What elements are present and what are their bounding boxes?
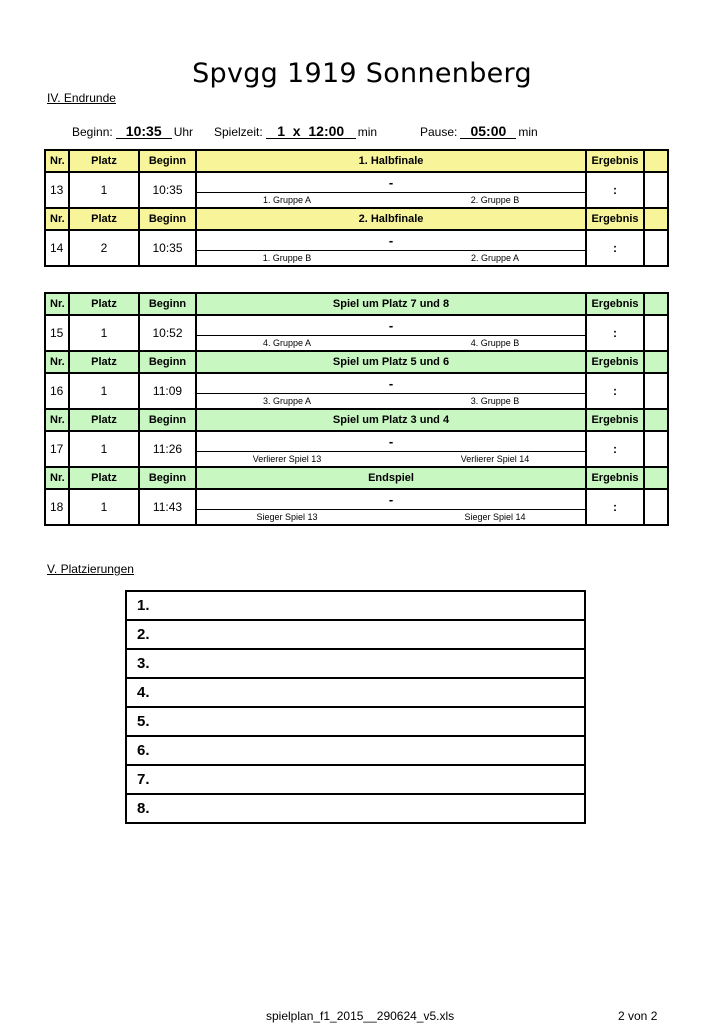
game-row xyxy=(45,373,668,409)
header-game-title: Spiel um Platz 7 und 8 xyxy=(196,293,586,315)
header-beginn: Beginn xyxy=(139,351,196,373)
game-result: : xyxy=(586,172,644,208)
placement-row xyxy=(126,620,585,649)
placement-label: 4. xyxy=(126,678,585,707)
platzierungsspiele-table xyxy=(44,292,669,526)
game-result: : xyxy=(586,315,644,351)
placements-table-wrapper xyxy=(125,590,586,824)
team-a: Verlierer Spiel 13 xyxy=(252,454,322,464)
divider xyxy=(197,393,585,394)
header-ergebnis: Ergebnis xyxy=(586,293,644,315)
team-b: 4. Gruppe B xyxy=(470,338,520,348)
team-a: 1. Gruppe A xyxy=(262,195,312,205)
game-empty-cell xyxy=(644,230,668,266)
game-nr: 17 xyxy=(45,431,69,467)
header-ergebnis: Ergebnis xyxy=(586,409,644,431)
game-platz: 1 xyxy=(69,315,139,351)
game-teams xyxy=(196,315,586,351)
halbfinale-block xyxy=(44,149,667,267)
placement-label: 6. xyxy=(126,736,585,765)
header-ergebnis: Ergebnis xyxy=(586,150,644,172)
header-empty-cell xyxy=(644,351,668,373)
header-empty-cell xyxy=(644,208,668,230)
header-game-title: 1. Halbfinale xyxy=(196,150,586,172)
game-header-row xyxy=(45,208,668,230)
game-beginn: 10:35 xyxy=(139,230,196,266)
header-nr: Nr. xyxy=(45,467,69,489)
header-game-title: Endspiel xyxy=(196,467,586,489)
game-beginn: 10:35 xyxy=(139,172,196,208)
game-empty-cell xyxy=(644,172,668,208)
begin-value: 10:35 xyxy=(116,124,172,139)
game-separator: - xyxy=(388,434,394,449)
game-nr: 14 xyxy=(45,230,69,266)
game-teams xyxy=(196,489,586,525)
divider xyxy=(197,509,585,510)
section-heading-platzierungen: V. Platzierungen xyxy=(47,562,134,576)
game-beginn: 11:26 xyxy=(139,431,196,467)
header-game-title: Spiel um Platz 5 und 6 xyxy=(196,351,586,373)
header-nr: Nr. xyxy=(45,208,69,230)
placement-label: 1. xyxy=(126,591,585,620)
header-beginn: Beginn xyxy=(139,293,196,315)
section-heading-endrunde: IV. Endrunde xyxy=(47,91,116,105)
team-b: Sieger Spiel 14 xyxy=(464,512,526,522)
header-nr: Nr. xyxy=(45,293,69,315)
team-a: Sieger Spiel 13 xyxy=(256,512,318,522)
header-beginn: Beginn xyxy=(139,409,196,431)
game-empty-cell xyxy=(644,431,668,467)
header-platz: Platz xyxy=(69,467,139,489)
header-empty-cell xyxy=(644,467,668,489)
footer-page-number: 2 von 2 xyxy=(618,1009,658,1023)
pause-info xyxy=(420,121,538,139)
game-platz: 2 xyxy=(69,230,139,266)
placement-row xyxy=(126,649,585,678)
header-platz: Platz xyxy=(69,208,139,230)
team-b: Verlierer Spiel 14 xyxy=(460,454,530,464)
spielzeit-unit: min xyxy=(357,125,378,139)
header-platz: Platz xyxy=(69,150,139,172)
game-row xyxy=(45,172,668,208)
header-beginn: Beginn xyxy=(139,467,196,489)
placement-label: 3. xyxy=(126,649,585,678)
header-game-title: Spiel um Platz 3 und 4 xyxy=(196,409,586,431)
divider xyxy=(197,335,585,336)
game-empty-cell xyxy=(644,315,668,351)
header-ergebnis: Ergebnis xyxy=(586,351,644,373)
begin-label: Beginn: xyxy=(72,125,113,139)
game-header-row xyxy=(45,150,668,172)
spielzeit-value: 1 x 12:00 xyxy=(266,124,356,139)
placement-row xyxy=(126,736,585,765)
footer-filename: spielplan_f1_2015__290624_v5.xls xyxy=(266,1009,455,1023)
game-nr: 13 xyxy=(45,172,69,208)
game-teams xyxy=(196,172,586,208)
header-platz: Platz xyxy=(69,293,139,315)
game-separator: - xyxy=(388,233,394,248)
pause-label: Pause: xyxy=(420,125,458,139)
game-separator: - xyxy=(388,376,394,391)
placement-row xyxy=(126,707,585,736)
page-title: Spvgg 1919 Sonnenberg xyxy=(192,58,532,89)
header-nr: Nr. xyxy=(45,409,69,431)
header-empty-cell xyxy=(644,409,668,431)
team-b: 2. Gruppe A xyxy=(470,253,520,263)
game-row xyxy=(45,489,668,525)
game-nr: 15 xyxy=(45,315,69,351)
game-header-row xyxy=(45,351,668,373)
header-ergebnis: Ergebnis xyxy=(586,467,644,489)
game-separator: - xyxy=(388,175,394,190)
game-beginn: 11:43 xyxy=(139,489,196,525)
placement-label: 5. xyxy=(126,707,585,736)
halbfinale-table xyxy=(44,149,669,267)
game-separator: - xyxy=(388,318,394,333)
game-empty-cell xyxy=(644,489,668,525)
header-platz: Platz xyxy=(69,351,139,373)
header-beginn: Beginn xyxy=(139,150,196,172)
header-nr: Nr. xyxy=(45,150,69,172)
game-header-row xyxy=(45,467,668,489)
platzierungsspiele-block xyxy=(44,292,667,526)
team-b: 2. Gruppe B xyxy=(470,195,520,205)
placement-label: 8. xyxy=(126,794,585,823)
game-result: : xyxy=(586,230,644,266)
game-nr: 18 xyxy=(45,489,69,525)
game-beginn: 11:09 xyxy=(139,373,196,409)
spielzeit-info xyxy=(214,121,377,139)
team-a: 4. Gruppe A xyxy=(262,338,312,348)
game-platz: 1 xyxy=(69,172,139,208)
game-teams xyxy=(196,373,586,409)
game-nr: 16 xyxy=(45,373,69,409)
header-ergebnis: Ergebnis xyxy=(586,208,644,230)
placement-row xyxy=(126,591,585,620)
game-platz: 1 xyxy=(69,431,139,467)
game-header-row xyxy=(45,293,668,315)
team-b: 3. Gruppe B xyxy=(470,396,520,406)
game-empty-cell xyxy=(644,373,668,409)
placement-label: 2. xyxy=(126,620,585,649)
header-empty-cell xyxy=(644,293,668,315)
spielzeit-label: Spielzeit: xyxy=(214,125,263,139)
game-beginn: 10:52 xyxy=(139,315,196,351)
game-row xyxy=(45,431,668,467)
placement-row xyxy=(126,678,585,707)
header-beginn: Beginn xyxy=(139,208,196,230)
game-separator: - xyxy=(388,492,394,507)
team-a: 1. Gruppe B xyxy=(262,253,312,263)
game-platz: 1 xyxy=(69,373,139,409)
game-result: : xyxy=(586,373,644,409)
game-row xyxy=(45,315,668,351)
divider xyxy=(197,250,585,251)
game-result: : xyxy=(586,489,644,525)
placement-label: 7. xyxy=(126,765,585,794)
divider xyxy=(197,451,585,452)
game-row xyxy=(45,230,668,266)
begin-unit: Uhr xyxy=(173,125,194,139)
pause-value: 05:00 xyxy=(460,124,516,139)
team-a: 3. Gruppe A xyxy=(262,396,312,406)
placement-row xyxy=(126,765,585,794)
game-result: : xyxy=(586,431,644,467)
header-platz: Platz xyxy=(69,409,139,431)
game-teams xyxy=(196,431,586,467)
placement-row xyxy=(126,794,585,823)
game-teams xyxy=(196,230,586,266)
game-platz: 1 xyxy=(69,489,139,525)
header-game-title: 2. Halbfinale xyxy=(196,208,586,230)
game-header-row xyxy=(45,409,668,431)
divider xyxy=(197,192,585,193)
header-nr: Nr. xyxy=(45,351,69,373)
header-empty-cell xyxy=(644,150,668,172)
pause-unit: min xyxy=(518,125,538,139)
placements-table xyxy=(125,590,586,824)
begin-info xyxy=(72,121,193,139)
